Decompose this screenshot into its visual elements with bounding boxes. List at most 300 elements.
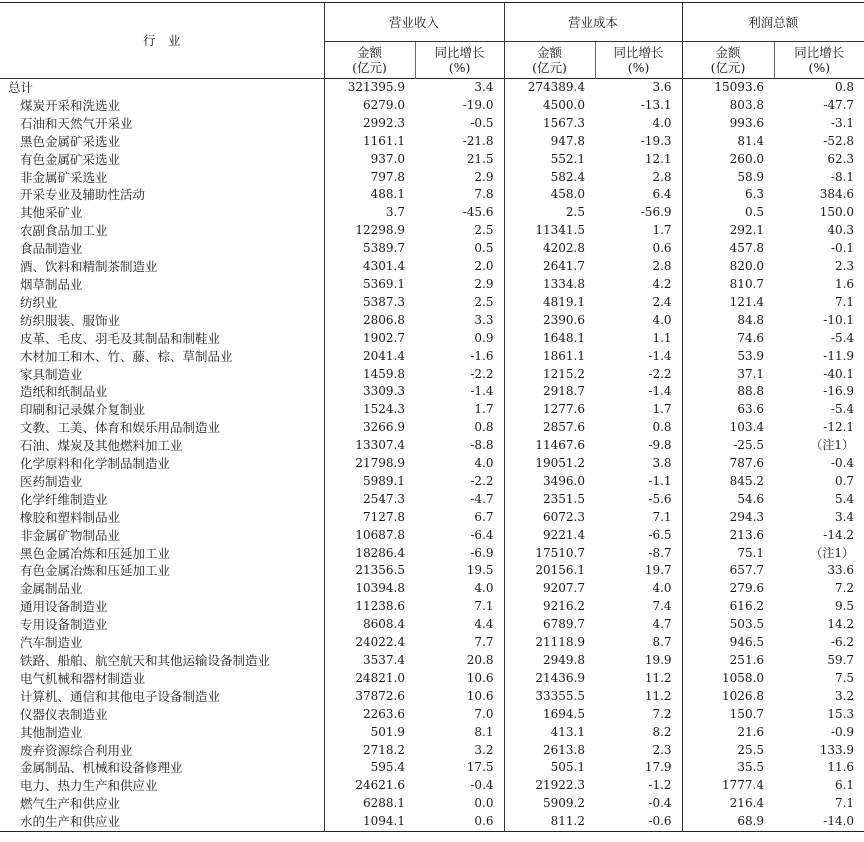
revenue-amount-unit: (亿元) [352, 60, 387, 75]
profit-growth-cell: -47.7 [823, 97, 855, 112]
cost-growth-cell: 4.0 [652, 115, 672, 130]
industry-name-cell: 仪器仪表制造业 [20, 706, 108, 722]
revenue-growth-cell: 4.0 [474, 456, 494, 471]
profit-growth-cell: 7.2 [834, 581, 855, 596]
profit-growth-cell: -0.4 [830, 456, 855, 471]
table-row [0, 383, 864, 401]
table-row [0, 222, 864, 240]
revenue-growth-cell: -0.4 [470, 778, 494, 793]
industry-name-cell: 印刷和记录媒介复制业 [20, 402, 146, 418]
industry-name-cell: 文教、工美、体育和娱乐用品制造业 [20, 420, 221, 436]
cost-amount-cell: 19051.2 [504, 455, 595, 473]
revenue-amount-cell: 24022.4 [324, 634, 415, 652]
cost-growth-cell: -1.4 [648, 384, 672, 399]
table-row [0, 652, 864, 670]
revenue-growth-cell: 0.8 [474, 420, 494, 435]
profit-amount-cell: 845.2 [682, 473, 774, 491]
cost-growth-cell: -0.6 [595, 813, 682, 831]
industry-name-cell: 其他制造业 [20, 724, 83, 740]
revenue-growth-cell: -6.4 [470, 527, 494, 542]
industry-name-cell: 汽车制造业 [20, 635, 83, 651]
revenue-amount-cell: 595.4 [324, 759, 415, 777]
revenue-growth-cell: 3.3 [474, 312, 494, 327]
cost-growth-cell: -1.4 [648, 348, 672, 363]
table-row [0, 527, 864, 545]
cost-amount-cell: 1277.6 [504, 401, 595, 419]
cost-amount-cell: 17510.7 [504, 545, 595, 563]
industry-name-cell: 橡胶和塑料制品业 [20, 509, 121, 525]
cost-amount-cell: 458.0 [504, 186, 595, 204]
revenue-growth-cell: -2.2 [470, 366, 494, 381]
revenue-amount-cell: 7127.8 [324, 509, 415, 527]
revenue-growth-cell: 6.7 [474, 509, 494, 524]
cost-amount-cell: 11467.6 [504, 437, 595, 455]
table-row [0, 366, 864, 384]
profit-amount-cell: 216.4 [682, 795, 774, 813]
table-row [0, 634, 864, 652]
cost-amount-cell: 947.8 [504, 133, 595, 151]
cost-amount-cell: 21436.9 [504, 670, 595, 688]
revenue-growth-cell: 7.8 [474, 187, 494, 202]
cost-amount-cell: 21922.3 [504, 777, 595, 795]
industry-name-cell: 石油和天然气开采业 [20, 115, 133, 131]
profit-amount-cell: 68.9 [682, 813, 774, 831]
table-row [0, 419, 864, 437]
table-row [0, 545, 864, 563]
profit-growth-cell: -11.9 [823, 348, 855, 363]
revenue-growth-cell: -1.4 [470, 384, 494, 399]
profit-growth-cell: 59.7 [827, 653, 855, 667]
industry-header: 行 业 [0, 3, 324, 79]
cost-amount-cell: 11341.5 [504, 222, 595, 240]
industry-name-cell: 黑色金属矿采选业 [20, 133, 121, 149]
profit-amount-cell: 1777.4 [682, 777, 774, 795]
revenue-growth-cell: 7.7 [474, 635, 494, 650]
profit-amount-cell: 294.3 [682, 509, 774, 527]
industry-name-cell: 其他采矿业 [20, 205, 83, 221]
cost-growth-cell: 7.4 [652, 599, 672, 614]
cost-amount-cell: 5909.2 [504, 795, 595, 813]
cost-amount-cell: 505.1 [504, 759, 595, 777]
profit-amount-cell: 6.3 [682, 186, 774, 204]
profit-amount-subheader [682, 42, 774, 79]
revenue-amount-cell: 2041.4 [324, 348, 415, 366]
profit-growth-cell: 40.3 [827, 223, 855, 238]
table-row [0, 186, 864, 204]
revenue-growth-cell: -1.6 [470, 348, 494, 363]
revenue-amount-cell: 501.9 [324, 724, 415, 742]
revenue-growth-cell: 0.0 [474, 796, 494, 811]
profit-amount-cell: 0.5 [682, 204, 774, 222]
table-row [0, 706, 864, 724]
revenue-amount-cell: 4301.4 [324, 258, 415, 276]
revenue-amount-cell: 797.8 [324, 169, 415, 187]
industry-name-cell: 非金属矿采选业 [20, 169, 108, 185]
table-row [0, 742, 864, 760]
table-row [0, 795, 864, 813]
cost-growth-cell: -56.9 [640, 205, 672, 220]
profit-amount-cell: 803.8 [682, 97, 774, 115]
profit-growth-unit: (%) [808, 60, 831, 75]
cost-growth-cell: -9.8 [648, 438, 672, 453]
industry-statistics-table [0, 2, 864, 832]
cost-amount-cell: 2641.7 [504, 258, 595, 276]
industry-name-cell: 通用设备制造业 [20, 599, 108, 615]
profit-amount-cell: 657.7 [682, 562, 774, 580]
profit-growth-cell: -14.0 [774, 813, 864, 831]
cost-growth-cell: 17.9 [644, 760, 672, 775]
cost-amount-cell: 2949.8 [504, 652, 595, 670]
revenue-amount-cell: 2718.2 [324, 742, 415, 760]
revenue-growth-cell: 2.5 [474, 223, 494, 238]
industry-name-cell: 黑色金属冶炼和压延加工业 [20, 545, 171, 561]
cost-growth-cell: -1.1 [648, 473, 672, 488]
industry-name-cell: 医药制造业 [20, 473, 83, 489]
cost-amount-cell: 1334.8 [504, 276, 595, 294]
revenue-amount-cell: 5387.3 [324, 294, 415, 312]
table-row [0, 115, 864, 133]
profit-amount-cell: 53.9 [682, 348, 774, 366]
revenue-growth-cell: 8.1 [474, 724, 494, 739]
cost-group-header: 营业成本 [504, 3, 682, 42]
profit-amount-cell: 503.5 [682, 616, 774, 634]
profit-amount-cell: 63.6 [682, 401, 774, 419]
profit-growth-cell: -14.2 [823, 527, 855, 542]
industry-name-cell: 废弃资源综合利用业 [20, 742, 133, 758]
cost-amount-cell: 6789.7 [504, 616, 595, 634]
profit-growth-cell: -52.8 [823, 133, 855, 148]
revenue-growth-cell: 20.8 [466, 653, 494, 667]
revenue-growth-cell: 4.4 [474, 617, 494, 632]
profit-growth-cell: 3.4 [834, 509, 855, 524]
profit-amount-cell: 58.9 [682, 169, 774, 187]
cost-growth-cell: -1.2 [648, 778, 672, 793]
table-row [0, 330, 864, 348]
cost-amount-cell: 9207.7 [504, 580, 595, 598]
profit-growth-cell: 3.2 [834, 688, 855, 703]
profit-amount-cell: 35.5 [682, 759, 774, 777]
revenue-growth-cell: 17.5 [466, 760, 494, 775]
revenue-amount-cell: 13307.4 [324, 437, 415, 455]
profit-amount-cell: 25.5 [682, 742, 774, 760]
cost-growth-cell: 7.2 [652, 706, 672, 721]
revenue-amount-cell: 3537.4 [324, 652, 415, 670]
revenue-growth-cell: -8.8 [470, 438, 494, 453]
industry-name-cell: 煤炭开采和洗选业 [20, 97, 121, 113]
cost-growth-cell: 0.8 [652, 420, 672, 435]
profit-growth-cell: 33.6 [827, 563, 855, 578]
cost-growth-cell: 3.6 [652, 80, 672, 94]
cost-growth-cell: 19.9 [644, 653, 672, 667]
profit-amount-cell: 1026.8 [682, 688, 774, 706]
profit-growth-cell: 7.1 [834, 796, 855, 811]
table-row [0, 759, 864, 777]
profit-growth-cell: -40.1 [823, 366, 855, 381]
profit-growth-cell: （注1） [810, 545, 855, 560]
revenue-growth-cell: 10.6 [466, 670, 494, 685]
industry-name-cell: 纺织业 [20, 294, 58, 310]
revenue-amount-cell: 1459.8 [324, 366, 415, 384]
profit-amount-unit: (亿元) [710, 60, 746, 75]
table-row [0, 312, 864, 330]
table-row [0, 670, 864, 688]
revenue-growth-cell: 7.1 [474, 599, 494, 614]
table-row [0, 473, 864, 491]
cost-amount-cell: 4819.1 [504, 294, 595, 312]
revenue-growth-cell: 3.4 [474, 80, 494, 94]
revenue-growth-cell: -4.7 [470, 491, 494, 506]
table-header [0, 3, 864, 79]
revenue-growth-cell: 0.6 [415, 813, 504, 831]
cost-growth-cell: 4.0 [652, 581, 672, 596]
cost-growth-cell: 2.4 [652, 294, 672, 309]
industry-name-cell: 酒、饮料和精制茶制造业 [20, 259, 158, 275]
profit-amount-cell: 810.7 [682, 276, 774, 294]
profit-amount-cell: 616.2 [682, 598, 774, 616]
revenue-growth-cell: -6.9 [470, 545, 494, 560]
profit-growth-cell: 7.1 [834, 294, 855, 309]
revenue-amount-cell: 3.7 [324, 204, 415, 222]
revenue-growth-cell: -45.6 [462, 205, 494, 220]
cost-growth-cell: 0.6 [652, 241, 672, 256]
profit-growth-cell: 9.5 [834, 599, 855, 614]
revenue-amount-subheader [324, 42, 415, 79]
revenue-amount-cell: 2992.3 [324, 115, 415, 133]
profit-growth-cell: -8.1 [830, 169, 855, 184]
cost-amount-cell: 21118.9 [504, 634, 595, 652]
revenue-amount-cell: 21798.9 [324, 455, 415, 473]
profit-amount-cell: 820.0 [682, 258, 774, 276]
table-row [0, 777, 864, 795]
cost-amount-cell: 274389.4 [504, 79, 595, 97]
industry-name-cell: 金属制品、机械和设备修理业 [20, 760, 183, 776]
revenue-growth-cell: 7.0 [474, 706, 494, 721]
revenue-growth-unit: (%) [448, 60, 471, 75]
revenue-amount-cell: 6288.1 [324, 795, 415, 813]
cost-growth-cell: 1.1 [652, 330, 672, 345]
cost-growth-cell: -2.2 [648, 366, 672, 381]
industry-name-cell: 总计 [8, 80, 34, 95]
revenue-growth-cell: 1.7 [474, 402, 494, 417]
profit-amount-cell: 103.4 [682, 419, 774, 437]
profit-amount-cell: 21.6 [682, 724, 774, 742]
cost-growth-cell: -5.6 [648, 491, 672, 506]
table-row [0, 276, 864, 294]
cost-amount-cell: 413.1 [504, 724, 595, 742]
cost-growth-label: 同比增长 [613, 45, 664, 60]
cost-growth-cell: 8.7 [652, 635, 672, 650]
cost-amount-cell: 6072.3 [504, 509, 595, 527]
industry-name-cell: 纺织服装、服饰业 [20, 312, 121, 328]
industry-name-cell: 水的生产和供应业 [0, 813, 324, 831]
revenue-growth-cell: -21.8 [462, 133, 494, 148]
industry-name-cell: 石油、煤炭及其他燃料加工业 [20, 438, 183, 454]
cost-amount-cell: 33355.5 [504, 688, 595, 706]
cost-amount-cell: 1215.2 [504, 366, 595, 384]
revenue-amount-cell: 11238.6 [324, 598, 415, 616]
table-row [0, 240, 864, 258]
profit-growth-cell: -6.2 [830, 635, 855, 650]
revenue-amount-cell: 321395.9 [324, 79, 415, 97]
profit-amount-cell: 75.1 [682, 545, 774, 563]
table-row [0, 813, 864, 831]
industry-name-cell: 燃气生产和供应业 [20, 796, 121, 812]
table-row [0, 688, 864, 706]
industry-name-cell: 烟草制品业 [20, 276, 83, 292]
profit-amount-cell: 292.1 [682, 222, 774, 240]
cost-growth-cell: 6.4 [652, 187, 672, 202]
profit-growth-cell: -5.4 [830, 402, 855, 417]
profit-growth-cell: 15.3 [827, 706, 855, 721]
table-row [0, 294, 864, 312]
cost-growth-cell: 1.7 [652, 223, 672, 238]
cost-growth-cell: 11.2 [644, 688, 672, 703]
industry-name-cell: 木材加工和木、竹、藤、棕、草制品业 [20, 348, 233, 364]
industry-name-cell: 专用设备制造业 [20, 617, 108, 633]
profit-growth-cell: -0.9 [830, 724, 855, 739]
table-row [0, 169, 864, 187]
profit-amount-cell: 993.6 [682, 115, 774, 133]
table-row [0, 562, 864, 580]
profit-amount-cell: 15093.6 [682, 79, 774, 97]
profit-growth-cell: 6.1 [834, 778, 855, 793]
cost-growth-cell: 12.1 [644, 151, 672, 166]
total-row [0, 79, 864, 97]
profit-growth-cell: 11.6 [827, 760, 855, 775]
cost-amount-cell: 1567.3 [504, 115, 595, 133]
revenue-amount-cell: 1161.1 [324, 133, 415, 151]
revenue-amount-cell: 488.1 [324, 186, 415, 204]
table-row [0, 97, 864, 115]
revenue-amount-cell: 6279.0 [324, 97, 415, 115]
revenue-amount-cell: 10687.8 [324, 527, 415, 545]
table-row [0, 598, 864, 616]
revenue-amount-cell: 1524.3 [324, 401, 415, 419]
profit-amount-cell: 88.8 [682, 383, 774, 401]
profit-amount-cell: 81.4 [682, 133, 774, 151]
cost-amount-cell: 811.2 [504, 813, 595, 831]
profit-growth-cell: -12.1 [823, 420, 855, 435]
profit-growth-cell: -5.4 [830, 330, 855, 345]
cost-amount-cell: 2390.6 [504, 312, 595, 330]
revenue-amount-cell: 1902.7 [324, 330, 415, 348]
revenue-amount-cell: 5989.1 [324, 473, 415, 491]
profit-growth-cell: 14.2 [827, 617, 855, 632]
cost-growth-cell: 2.8 [652, 169, 672, 184]
profit-growth-cell: 0.7 [834, 473, 855, 488]
table-row [0, 204, 864, 222]
statistics-table-container [0, 2, 864, 832]
cost-growth-cell: 2.8 [652, 259, 672, 274]
industry-name-cell: 农副食品加工业 [20, 223, 108, 239]
table-row [0, 455, 864, 473]
revenue-growth-subheader [415, 42, 504, 79]
profit-growth-cell: 5.4 [834, 491, 855, 506]
profit-amount-cell: 121.4 [682, 294, 774, 312]
cost-amount-cell: 2.5 [504, 204, 595, 222]
revenue-growth-cell: 3.2 [474, 742, 494, 757]
profit-growth-cell: 133.9 [819, 742, 855, 757]
revenue-growth-cell: 2.9 [474, 169, 494, 184]
cost-amount-cell: 2918.7 [504, 383, 595, 401]
profit-amount-cell: 260.0 [682, 151, 774, 169]
industry-name-cell: 非金属矿物制品业 [20, 527, 121, 543]
revenue-amount-cell: 937.0 [324, 151, 415, 169]
profit-growth-cell: 384.6 [819, 187, 855, 202]
revenue-amount-label: 金额 [356, 45, 382, 60]
cost-amount-cell: 1694.5 [504, 706, 595, 724]
revenue-amount-cell: 37872.6 [324, 688, 415, 706]
cost-growth-cell: -0.4 [648, 796, 672, 811]
revenue-amount-cell: 5389.7 [324, 240, 415, 258]
table-row [0, 437, 864, 455]
profit-amount-cell: -25.5 [682, 437, 774, 455]
cost-amount-cell: 3496.0 [504, 473, 595, 491]
profit-amount-cell: 37.1 [682, 366, 774, 384]
cost-amount-cell: 582.4 [504, 169, 595, 187]
cost-amount-cell: 2613.8 [504, 742, 595, 760]
revenue-amount-cell: 10394.8 [324, 580, 415, 598]
table-row [0, 509, 864, 527]
profit-growth-cell: 150.0 [819, 205, 855, 220]
revenue-amount-cell: 21356.5 [324, 562, 415, 580]
profit-growth-cell: -0.1 [830, 241, 855, 256]
cost-amount-cell: 4202.8 [504, 240, 595, 258]
revenue-growth-cell: 19.5 [466, 563, 494, 578]
cost-amount-subheader [504, 42, 595, 79]
revenue-growth-cell: -0.5 [470, 115, 494, 130]
revenue-amount-cell: 24621.6 [324, 777, 415, 795]
industry-name-cell: 化学原料和化学制品制造业 [20, 456, 171, 472]
industry-name-cell: 皮革、毛皮、羽毛及其制品和制鞋业 [20, 330, 221, 346]
cost-growth-cell: -13.1 [640, 97, 672, 112]
revenue-amount-cell: 2806.8 [324, 312, 415, 330]
cost-amount-cell: 9216.2 [504, 598, 595, 616]
cost-growth-cell: 11.2 [644, 670, 672, 685]
cost-growth-cell: 4.0 [652, 312, 672, 327]
revenue-amount-cell: 3309.3 [324, 383, 415, 401]
cost-growth-cell: 4.2 [652, 276, 672, 291]
profit-growth-cell: -16.9 [823, 384, 855, 399]
cost-growth-cell: 3.8 [652, 456, 672, 471]
profit-growth-cell: 62.3 [827, 151, 855, 166]
revenue-growth-cell: 0.9 [474, 330, 494, 345]
cost-growth-cell: -6.5 [648, 527, 672, 542]
revenue-growth-cell: -19.0 [462, 97, 494, 112]
table-row [0, 580, 864, 598]
cost-growth-cell: 8.2 [652, 724, 672, 739]
cost-growth-cell: 4.7 [652, 617, 672, 632]
revenue-amount-cell: 8608.4 [324, 616, 415, 634]
table-row [0, 491, 864, 509]
revenue-growth-cell: 2.5 [474, 294, 494, 309]
profit-growth-cell: 7.5 [834, 670, 855, 685]
industry-name-cell: 有色金属矿采选业 [20, 151, 121, 167]
revenue-amount-cell: 2263.6 [324, 706, 415, 724]
cost-growth-cell: 19.7 [644, 563, 672, 578]
cost-growth-cell: 1.7 [652, 402, 672, 417]
cost-growth-cell: 7.1 [652, 509, 672, 524]
industry-name-cell: 电气机械和器材制造业 [20, 670, 146, 686]
profit-amount-cell: 54.6 [682, 491, 774, 509]
profit-growth-label: 同比增长 [794, 45, 845, 60]
profit-growth-cell: -3.1 [830, 115, 855, 130]
revenue-growth-cell: 0.5 [474, 241, 494, 256]
revenue-amount-cell: 5369.1 [324, 276, 415, 294]
profit-amount-cell: 74.6 [682, 330, 774, 348]
industry-name-cell: 电力、热力生产和供应业 [20, 778, 158, 794]
cost-amount-cell: 9221.4 [504, 527, 595, 545]
